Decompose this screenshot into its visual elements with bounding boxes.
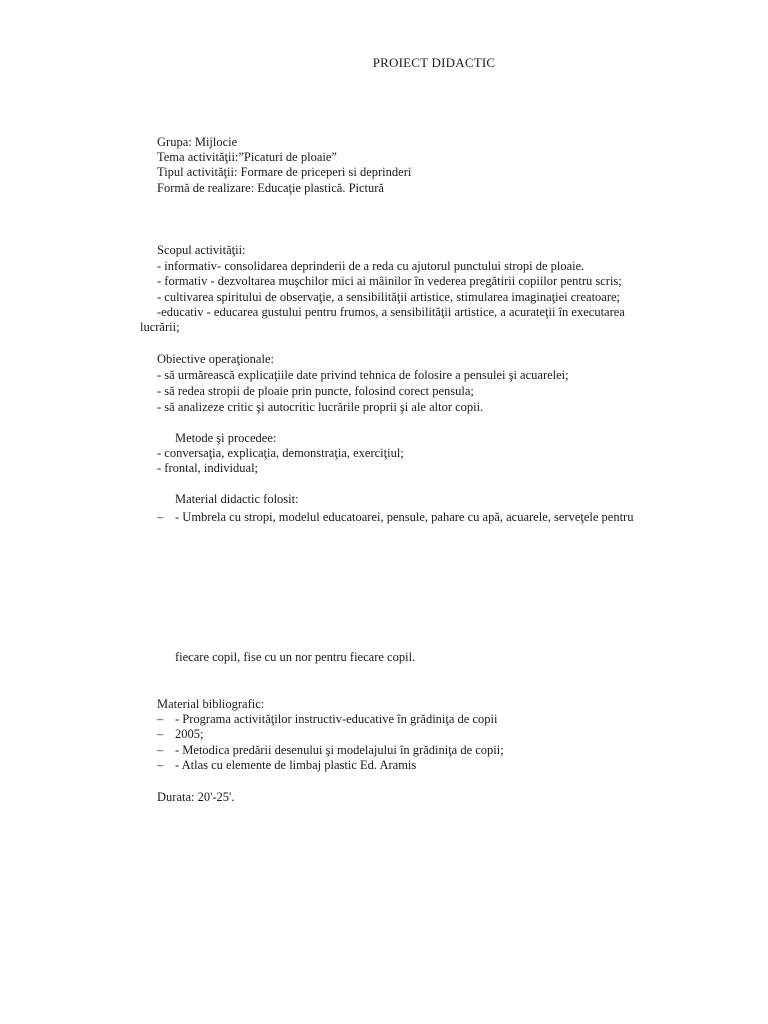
bibliography-item-text: 2005;: [175, 727, 204, 741]
bibliography-item: [157, 758, 416, 773]
bibliography-item-text: - Programa activităţilor instructiv-educative în grădiniţa de copii: [175, 712, 498, 726]
info-theme: Tema activităţii:”Picaturi de ploaie”: [157, 150, 337, 164]
objective-item: - să urmărească explicaţiile date privind tehnica de folosire a pensulei şi acuarelei;: [157, 368, 569, 382]
method-item: - conversaţia, explicaţia, demonstraţia, exerciţiul;: [157, 446, 404, 460]
bibliography-heading: Material bibliografic:: [157, 697, 265, 711]
methods-heading: Metode şi procedee:: [175, 431, 277, 445]
material-heading: Material didactic folosit:: [175, 492, 299, 506]
dash-bullet: –: [157, 712, 164, 726]
duration: Durata: 20'-25'.: [157, 790, 235, 804]
scope-item-continuation: lucrării;: [140, 320, 180, 334]
info-group: Grupa: Mijlocie: [157, 135, 238, 149]
bibliography-item: [157, 727, 203, 742]
bibliography-item-text: - Atlas cu elemente de limbaj plastic Ed. Aramis: [175, 758, 417, 772]
document-title: PROIECT DIDACTIC: [372, 55, 496, 70]
scope-heading: Scopul activităţii:: [157, 243, 246, 257]
bibliography-item: [157, 743, 504, 758]
info-activity-type: Tipul activităţii: Formare de priceperi si deprinderi: [157, 165, 412, 179]
material-item-text: - Umbrela cu stropi, modelul educatoarei, pensule, pahare cu apă, acuarele, serveţele pentru: [175, 510, 634, 524]
material-continuation: fiecare copil, fise cu un nor pentru fiecare copil.: [175, 650, 416, 664]
bibliography-item: [157, 712, 497, 727]
scope-item-observation: - cultivarea spiritului de observaţie, a sensibilităţii artistice, stimularea imaginaţiei creatoare;: [157, 290, 621, 304]
objective-item: - să redea stropii de ploaie prin puncte, folosind corect pensula;: [157, 384, 474, 398]
objective-item: - să analizeze critic şi autocritic lucrările proprii şi ale altor copii.: [157, 400, 484, 414]
objectives-heading: Obiective operaţionale:: [157, 352, 274, 366]
scope-item-formative: - formativ - dezvoltarea muşchilor mici ai mâinilor în vederea pregătirii copiilor pentru scris;: [157, 274, 622, 288]
dash-bullet: –: [157, 727, 164, 741]
scope-item-informative: - informativ- consolidarea deprinderii de a reda cu ajutorul punctului stropi de ploaie.: [157, 259, 585, 273]
dash-bullet: –: [157, 758, 164, 772]
material-item: [157, 510, 633, 525]
info-form: Formă de realizare: Educaţie plastică. Pictură: [157, 181, 384, 195]
scope-item-educative: -educativ - educarea gustului pentru frumos, a sensibilităţii artistice, a acurateţii în executarea: [157, 305, 625, 319]
method-item: - frontal, individual;: [157, 461, 259, 475]
bibliography-item-text: - Metodica predării desenului şi modelajului în grădiniţa de copii;: [175, 743, 504, 757]
dash-bullet: –: [157, 510, 164, 524]
dash-bullet: –: [157, 743, 164, 757]
